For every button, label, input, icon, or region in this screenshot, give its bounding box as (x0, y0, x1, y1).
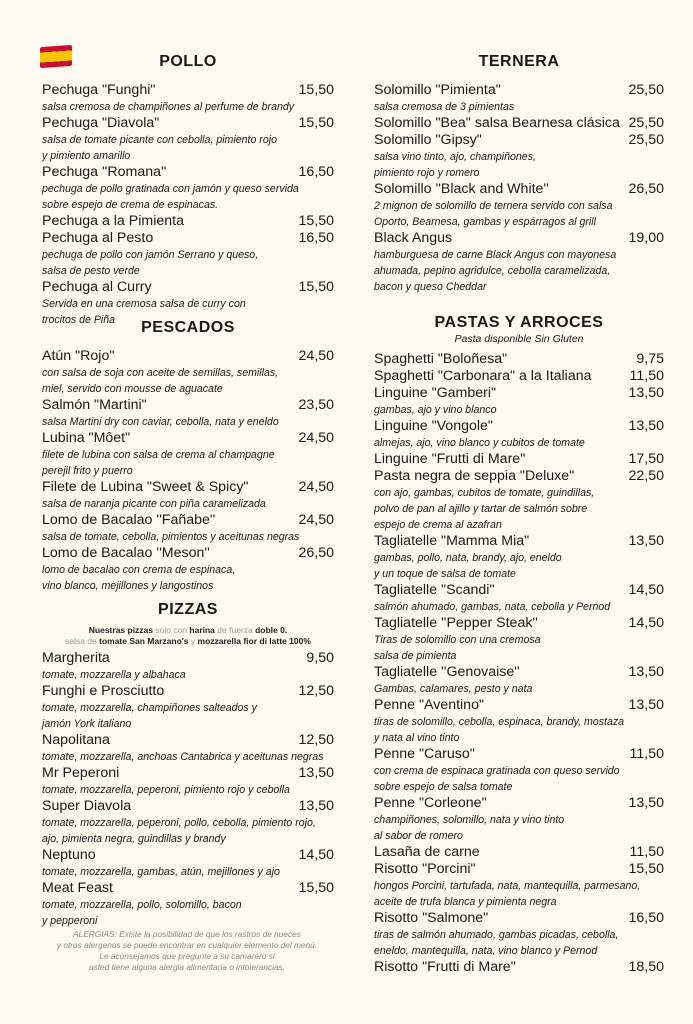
menu-item-price: 13,50 (298, 798, 334, 814)
menu-section-pastas (374, 313, 664, 975)
menu-item-row (374, 910, 664, 927)
menu-item (42, 348, 334, 397)
menu-item-price: 22,50 (628, 468, 664, 484)
menu-item-description: y nata al vino tinto (374, 732, 460, 744)
menu-item-description: trocitos de Piña (42, 314, 116, 326)
menu-item-row (374, 181, 664, 198)
menu-item-row (42, 512, 334, 529)
menu-item-name: Salmón "Martini" (42, 397, 147, 413)
menu-item-price: 11,50 (629, 368, 664, 384)
menu-item-price: 11,50 (629, 844, 664, 860)
menu-item-description: salsa Martini dry con caviar, cebolla, nata y eneldo (42, 416, 279, 428)
menu-item-name: Spaghetti "Boloñesa" (374, 351, 508, 367)
menu-item-price: 24,50 (298, 512, 334, 528)
menu-item-description: tiras de solomillo, cebolla, espinaca, brandy, mostaza (374, 716, 625, 728)
menu-item-description: tomate, mozzarella y albahaca (42, 669, 186, 681)
pizza-note (42, 625, 334, 647)
menu-item (42, 765, 334, 798)
menu-item (42, 732, 334, 765)
menu-item (42, 650, 334, 683)
menu-item-row (42, 798, 334, 815)
menu-item-row (42, 430, 334, 447)
menu-item-description: pechuga de pollo gratinada con jamón y queso servida (42, 183, 299, 195)
menu-item-name: Atún "Rojo" (42, 348, 115, 364)
menu-item-row (374, 468, 664, 485)
menu-item-row (374, 533, 664, 550)
menu-item-row (374, 385, 664, 402)
menu-item-name: Pechuga al Curry (42, 279, 152, 295)
menu-item-price: 15,50 (298, 213, 334, 229)
menu-item-price: 9,50 (306, 650, 334, 666)
menu-item-row (42, 765, 334, 782)
menu-item-row (374, 351, 664, 368)
menu-item-row (374, 82, 664, 99)
menu-item-description: Servida en una cremosa salsa de curry con (42, 298, 246, 310)
menu-item-row (42, 213, 334, 230)
menu-item-row (374, 132, 664, 149)
menu-item (42, 683, 334, 732)
menu-left-column (42, 0, 334, 1024)
menu-item-name: Pechuga "Diavola" (42, 115, 160, 131)
menu-item-row (374, 368, 664, 385)
menu-item (374, 795, 664, 844)
menu-item-description: jamón York italiano (42, 718, 132, 730)
menu-item (374, 844, 664, 861)
menu-item-list (42, 650, 334, 929)
menu-item (42, 545, 334, 594)
menu-item-row (374, 746, 664, 763)
menu-item-name: Pechuga ''Romana'' (42, 164, 167, 180)
menu-item-name: Lomo de Bacalao ''Fañabe'' (42, 512, 216, 528)
menu-item-price: 14,50 (628, 615, 664, 631)
menu-item (42, 164, 334, 213)
menu-item-description: al sabor de romero (374, 830, 463, 842)
menu-item-row (42, 397, 334, 414)
menu-item-row (374, 230, 664, 247)
menu-item-description: salsa vino tinto, ajo, champiñones, (374, 151, 536, 163)
menu-item-row (374, 418, 664, 435)
menu-item (374, 746, 664, 795)
menu-item-description: Gambas, calamares, pesto y nata (374, 683, 533, 695)
menu-item-row (42, 82, 334, 99)
menu-item-name: Napolitana (42, 732, 110, 748)
menu-item-price: 13,50 (628, 664, 664, 680)
menu-item-description: bacon y queso Cheddar (374, 281, 487, 293)
menu-item-description: pimiento rojo y romero (374, 167, 480, 179)
menu-item (374, 368, 664, 385)
section-title: PESCADOS (141, 319, 235, 336)
menu-item-name: Penne "Corleone" (374, 795, 487, 811)
allergy-notice (42, 929, 332, 973)
menu-item-description: tomate, mozzarella, anchoas Cantabrica y aceitunas negras (42, 751, 324, 763)
menu-item-row (42, 650, 334, 667)
menu-item-list (374, 351, 664, 976)
menu-item (374, 697, 664, 746)
menu-item-description: tomate, mozzarella, peperoni, pollo, cebolla, pimiento rojo, (42, 817, 316, 829)
pizza-note-text: salsa de (65, 636, 100, 646)
menu-item-name: Tagliatelle "Scandi" (374, 582, 495, 598)
menu-item-name: Lubina "Môet" (42, 430, 131, 446)
menu-item-name: Penne "Caruso" (374, 746, 475, 762)
allergy-line: Le aconsejamos que pregunte a su camarero si (99, 951, 275, 961)
section-title: POLLO (159, 53, 217, 70)
menu-item-description: polvo de pan al ajillo y tartar de salmón sobre (374, 503, 588, 515)
menu-item-description: sobre espejo de salsa tomate (374, 781, 513, 793)
menu-item-price: 13,50 (298, 765, 334, 781)
menu-item (374, 351, 664, 368)
menu-item-name: Linguine "Frutti di Mare" (374, 451, 526, 467)
menu-item-description: y pepperoni (42, 915, 98, 927)
menu-item-row (42, 732, 334, 749)
menu-item-description: salsa de pimienta (374, 650, 457, 662)
menu-item-price: 16,50 (298, 230, 334, 246)
menu-item-description: salmón ahumado, gambas, nata, cebolla y Pernod (374, 601, 611, 613)
menu-item (374, 115, 664, 132)
menu-item-price: 18,50 (628, 959, 664, 975)
menu-item (374, 664, 664, 697)
menu-item (374, 615, 664, 664)
allergy-line: ALERGIAS: Existe la posibilidad de que los rastros de nueces (73, 929, 301, 939)
menu-item (42, 430, 334, 479)
menu-item (374, 418, 664, 451)
menu-item-name: Funghi e Prosciutto (42, 683, 165, 699)
menu-item-row (42, 545, 334, 562)
pizza-note-line (42, 636, 334, 647)
menu-item-description: gambas, ajo y vino blanco (374, 404, 497, 416)
menu-item-price: 15,50 (628, 861, 664, 877)
menu-item-price: 9,75 (636, 351, 664, 367)
menu-item-description: Oporto, Bearnesa, gambas y espárragos al grill (374, 216, 596, 228)
menu-item-name: Black Angus (374, 230, 453, 246)
menu-item-description: perejil frito y puerro (42, 465, 133, 477)
menu-item-name: Tagliatelle ''Genovaise'' (374, 664, 520, 680)
menu-item (42, 847, 334, 880)
menu-item (374, 385, 664, 418)
menu-item-row (374, 844, 664, 861)
menu-item-name: Tagliatelle ''Pepper Steak'' (374, 615, 538, 631)
menu-item-row (42, 230, 334, 247)
menu-item-row (42, 683, 334, 700)
menu-item-name: Margherita (42, 650, 110, 666)
menu-item (374, 533, 664, 582)
menu-section-ternera (374, 52, 664, 293)
menu-item-row (374, 451, 664, 468)
menu-item-row (374, 795, 664, 812)
menu-item-price: 15,50 (298, 880, 334, 896)
menu-item-description: salsa de naranja picante con piña caramelizada (42, 498, 266, 510)
menu-item-price: 16,50 (298, 164, 334, 180)
menu-item-row (374, 861, 664, 878)
menu-item-price: 26,50 (628, 181, 664, 197)
menu-item-price: 25,50 (628, 82, 664, 98)
menu-item-price: 11,50 (629, 746, 664, 762)
menu-item (374, 230, 664, 295)
menu-item-row (374, 582, 664, 599)
menu-item-row (374, 697, 664, 714)
menu-item-description: ajo, pimienta negra, guindillas y brandy (42, 833, 226, 845)
menu-item-description: aceite de trufa blanca y pimienta negra (374, 896, 557, 908)
menu-item (374, 910, 664, 959)
menu-item-price: 24,50 (298, 348, 334, 364)
menu-item-price: 23,50 (298, 397, 334, 413)
menu-item-name: Risotto "Frutti di Mare" (374, 959, 516, 975)
menu-item-price: 12,50 (298, 732, 334, 748)
menu-item-price: 13,50 (628, 697, 664, 713)
menu-item-description: eneldo, mantequilla, nata, vino blanco y Pernod (374, 945, 598, 957)
menu-item (42, 213, 334, 230)
menu-item-name: Risotto "Salmone" (374, 910, 489, 926)
menu-item-description: salsa de tomate picante con cebolla, pimiento rojo (42, 134, 277, 146)
menu-item-name: Neptuno (42, 847, 96, 863)
menu-item-description: sobre espejo de crema de espinacas. (42, 199, 219, 211)
menu-item-name: Lomo de Bacalao ''Meson'' (42, 545, 210, 561)
menu-item (42, 397, 334, 430)
menu-item-price: 26,50 (298, 545, 334, 561)
menu-item (374, 181, 664, 230)
menu-item-description: con ajo, gambas, cubitos de tomate, guindillas, (374, 487, 595, 499)
menu-item-description: lomo de bacalao con crema de espinaca, (42, 564, 236, 576)
menu-item-row (374, 959, 664, 976)
menu-item-price: 19,00 (628, 230, 664, 246)
menu-item-row (42, 847, 334, 864)
menu-item-description: 2 mignon de solomillo de ternera servido con salsa (374, 200, 613, 212)
pizza-note-text: de fuerza (214, 625, 256, 635)
menu-item-name: Penne "Aventino" (374, 697, 484, 713)
menu-item-description: ahumada, pepino agridulce, cebolla caramelizada, (374, 265, 611, 277)
menu-item-price: 15,50 (298, 82, 334, 98)
menu-item-price: 12,50 (298, 683, 334, 699)
menu-item-name: Lasaña de carne (374, 844, 480, 860)
menu-item-row (374, 615, 664, 632)
menu-item-price: 13,50 (628, 795, 664, 811)
menu-item-description: miel, servido con mousse de aguacate (42, 383, 223, 395)
pizza-note-text: tomate San Marzano's (99, 636, 189, 646)
menu-item-description: tomate, mozzarella, pollo, solomillo, bacon (42, 899, 242, 911)
menu-section-pescados (42, 318, 334, 592)
menu-item-name: Pechuga "Funghi" (42, 82, 156, 98)
menu-item-description: gambas, pollo, nata, brandy, ajo, eneldo (374, 552, 562, 564)
menu-item-name: Tagliatelle "Mamma Mia" (374, 533, 530, 549)
menu-item-price: 24,50 (298, 430, 334, 446)
menu-item-price: 24,50 (298, 479, 334, 495)
menu-item (42, 115, 334, 164)
allergy-line: usted tiene alguna alergia alimentaria o intolerancias. (88, 962, 286, 972)
pizza-note-text: doble 0. (255, 625, 288, 635)
menu-item-name: Solomillo "Bea" salsa Bearnesa clásica (374, 115, 620, 131)
menu-item-price: 14,50 (628, 582, 664, 598)
section-title: PASTAS Y ARROCES (434, 314, 604, 331)
menu-item-description: Tiras de solomillo con una cremosa (374, 634, 541, 646)
menu-item-row (374, 115, 664, 132)
menu-item-description: con crema de espinaca gratinada con queso servido (374, 765, 620, 777)
menu-item-row (42, 479, 334, 496)
menu-item-description: filete de lubina con salsa de crema al champagne (42, 449, 275, 461)
menu-item-name: Spaghetti "Carbonara" a la Italiana (374, 368, 592, 384)
menu-item (374, 468, 664, 533)
menu-item (42, 512, 334, 545)
menu-item-list (42, 82, 334, 328)
pizza-note-text: mozzarella fior di latte 100% (197, 636, 311, 646)
menu-section-pizzas (42, 600, 334, 927)
menu-item-price: 17,50 (628, 451, 664, 467)
menu-item-description: almejas, ajo, vino blanco y cubitos de tomate (374, 437, 585, 449)
section-subtitle: Pasta disponible Sin Gluten (454, 333, 584, 345)
menu-item-row (42, 115, 334, 132)
menu-item-price: 25,50 (628, 132, 664, 148)
menu-item-description: salsa de tomate, cebolla, pimientos y aceitunas negras (42, 531, 300, 543)
menu-item-name: Linguine "Vongole" (374, 418, 493, 434)
menu-item (42, 230, 334, 279)
menu-item-price: 25,50 (628, 115, 664, 131)
menu-item-name: Super Diavola (42, 798, 132, 814)
menu-item-name: Pechuga al Pesto (42, 230, 154, 246)
menu-item-description: y un toque de salsa de tomate (374, 568, 516, 580)
menu-item (42, 880, 334, 929)
pizza-note-text: y (188, 636, 198, 646)
menu-item-description: hongos Porcini, tartufada, nata, mantequilla, parmesano, (374, 880, 641, 892)
pizza-note-line (42, 625, 334, 636)
menu-item-name: Linguine "Gamberi" (374, 385, 497, 401)
menu-item-price: 14,50 (298, 847, 334, 863)
allergy-line: y otros alergenos se puede encontrar en cualquier elemento del menú. (56, 940, 318, 950)
menu-item-name: Pasta negra de seppia "Deluxe" (374, 468, 575, 484)
menu-item-description: y pimiento amarillo (42, 150, 131, 162)
menu-item (42, 479, 334, 512)
menu-item-row (42, 279, 334, 296)
section-title: PIZZAS (158, 601, 218, 618)
menu-item-name: Solomillo "Gipsy" (374, 132, 482, 148)
menu-item (374, 82, 664, 115)
menu-item-description: tomate, mozzarella, peperoni, pimiento rojo y cebolla (42, 784, 290, 796)
menu-item-price: 13,50 (628, 533, 664, 549)
menu-item-list (42, 348, 334, 594)
menu-item-price: 16,50 (628, 910, 664, 926)
menu-item-name: Mr Peperoni (42, 765, 120, 781)
section-title: TERNERA (478, 53, 560, 70)
menu-item-row (42, 164, 334, 181)
menu-item (374, 132, 664, 181)
pizza-note-text: Nuestras pizzas (88, 625, 154, 635)
menu-item-description: tiras de salmón ahumado, gambas picadas, cebolla, (374, 929, 619, 941)
menu-item (374, 959, 664, 976)
menu-item (374, 451, 664, 468)
menu-item (42, 798, 334, 847)
menu-item-description: pechuga de pollo con jamón Serrano y queso, (42, 249, 259, 261)
menu-item-name: Filete de Lubina "Sweet & Spicy" (42, 479, 249, 495)
menu-item-description: champiñones, solomillo, nata y vino tinto (374, 814, 565, 826)
menu-item-description: salsa cremosa de 3 pimientas (374, 101, 515, 113)
menu-item-list (374, 82, 664, 295)
menu-item-description: salsa de pesto verde (42, 265, 140, 277)
menu-item-price: 13,50 (628, 418, 664, 434)
menu-item-description: salsa cremosa de champiñones al perfume de brandy (42, 101, 295, 113)
menu-right-column (374, 0, 664, 1024)
pizza-note-text: solo con (153, 625, 190, 635)
menu-item (374, 861, 664, 910)
menu-item-price: 13,50 (628, 385, 664, 401)
menu-item-description: tomate, mozzarella, champiñones salteados y (42, 702, 257, 714)
menu-item-description: hamburguesa de carne Black Angus con mayonesa (374, 249, 617, 261)
menu-item-name: Solomillo "Pimienta" (374, 82, 501, 98)
menu-item-row (42, 880, 334, 897)
menu-item-row (374, 664, 664, 681)
menu-item (374, 582, 664, 615)
menu-item-name: Pechuga a la Pimienta (42, 213, 184, 229)
menu-item-description: con salsa de soja con aceite de semillas, semillas, (42, 367, 279, 379)
menu-item (42, 82, 334, 115)
menu-item-row (42, 348, 334, 365)
menu-item-name: Solomillo ''Black and White'' (374, 181, 549, 197)
menu-item-description: vino blanco, mejillones y langostinos (42, 580, 214, 592)
menu-section-pollo (42, 52, 334, 326)
pizza-note-text: harina (189, 625, 215, 635)
menu-item-name: Risotto "Porcini" (374, 861, 476, 877)
menu-item-price: 15,50 (298, 279, 334, 295)
menu-item-description: espejo de crema al azafran (374, 519, 502, 531)
menu-item-description: tomate, mozzarella, gambas, atún, mejillones y ajo (42, 866, 280, 878)
menu-item-price: 15,50 (298, 115, 334, 131)
menu-item-name: Meat Feast (42, 880, 113, 896)
